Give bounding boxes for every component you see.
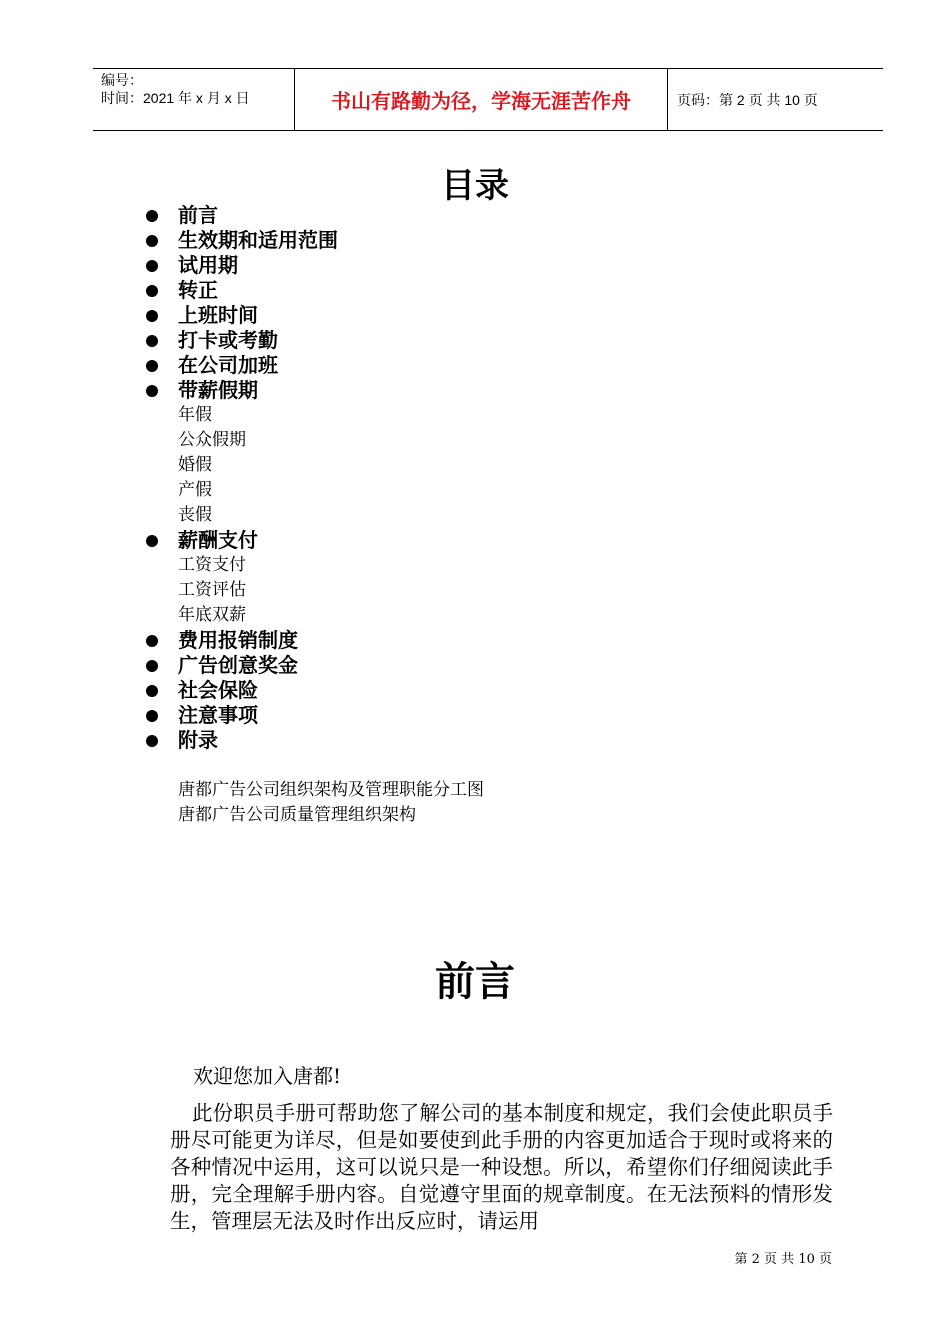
bullet-icon (146, 660, 158, 672)
preface-welcome: 欢迎您加入唐都! (193, 1064, 342, 1088)
toc-subitem (143, 453, 743, 478)
toc-item-label: 试用期 (178, 253, 238, 277)
toc-item (143, 328, 743, 353)
toc-item-label: 在公司加班 (178, 353, 278, 377)
toc-item-label: 工资评估 (178, 580, 246, 600)
toc-item-label: 公众假期 (178, 430, 246, 450)
page-footer: 第 2 页 共 10 页 (734, 1252, 832, 1267)
page-header-table (93, 68, 883, 131)
toc-item-label: 附录 (178, 728, 218, 752)
preface-title: 前言 (435, 959, 515, 1005)
header-meta (101, 71, 250, 107)
preface-paragraph: 此份职员手册可帮助您了解公司的基本制度和规定，我们会使此职员手册尽可能更为详尽，但是如要使到此手册的内容更加适合于现时或将来的各种情况中运用，这可以说只是一种设想。所以，希望你们仔细阅读此手册，完全理解手册内容。自觉遵守里面的规章制度。在无法预料的情形发生，管理层无法及时作出反应时，请运用 (170, 1101, 833, 1233)
toc-subitem (143, 553, 743, 578)
toc-item-label: 前言 (178, 203, 218, 227)
bullet-icon (146, 235, 158, 247)
toc-item (143, 228, 743, 253)
toc-title: 目录 (441, 166, 509, 206)
toc-item-label: 薪酬支付 (178, 528, 258, 552)
toc-item-label: 上班时间 (178, 303, 258, 327)
toc-item-label: 年底双薪 (178, 605, 246, 625)
toc-subitem (143, 603, 743, 628)
bullet-icon (146, 260, 158, 272)
toc-item-label: 社会保险 (178, 678, 258, 702)
bullet-icon (146, 735, 158, 747)
bullet-icon (146, 385, 158, 397)
toc-item (143, 678, 743, 703)
header-divider (667, 69, 668, 130)
toc-item-label: 带薪假期 (178, 378, 258, 402)
toc-item (143, 728, 743, 753)
toc-subitem (143, 403, 743, 428)
toc-item (143, 353, 743, 378)
toc-item-label: 丧假 (178, 505, 212, 525)
toc-subitem (143, 503, 743, 528)
toc-item-label: 工资支付 (178, 555, 246, 575)
bullet-icon (146, 310, 158, 322)
toc-item-label: 产假 (178, 480, 212, 500)
bullet-icon (146, 535, 158, 547)
toc-item-label: 生效期和适用范围 (178, 228, 338, 252)
toc-item (143, 278, 743, 303)
toc-item-label: 转正 (178, 278, 218, 302)
appendix-item: 唐都广告公司质量管理组织架构 (178, 805, 416, 825)
document-time-label: 时间：2021 年 x 月 x 日 (101, 90, 250, 106)
toc-item (143, 528, 743, 553)
bullet-icon (146, 360, 158, 372)
header-page-info: 页码：第 2 页 共 10 页 (677, 91, 818, 108)
toc-item-label: 打卡或考勤 (178, 328, 278, 352)
toc-item-label: 注意事项 (178, 703, 258, 727)
bullet-icon (146, 210, 158, 222)
appendix-item: 唐都广告公司组织架构及管理职能分工图 (178, 780, 484, 800)
toc-subitem (143, 428, 743, 453)
toc-subitem (143, 478, 743, 503)
toc-appendix-list (178, 778, 484, 828)
toc-item (143, 203, 743, 228)
bullet-icon (146, 685, 158, 697)
toc-subitem (143, 578, 743, 603)
toc-item (143, 303, 743, 328)
toc-item-label: 婚假 (178, 455, 212, 475)
toc-item (143, 628, 743, 653)
bullet-icon (146, 635, 158, 647)
bullet-icon (146, 335, 158, 347)
toc-item (143, 253, 743, 278)
toc-item (143, 703, 743, 728)
toc-item (143, 653, 743, 678)
toc-list (143, 203, 743, 753)
header-motto: 书山有路勤为径，学海无涯苦作舟 (331, 89, 631, 113)
bullet-icon (146, 285, 158, 297)
toc-item-label: 年假 (178, 405, 212, 425)
toc-item (143, 378, 743, 403)
toc-item-label: 费用报销制度 (178, 628, 298, 652)
bullet-icon (146, 710, 158, 722)
document-number-label: 编号： (101, 72, 143, 88)
toc-item-label: 广告创意奖金 (178, 653, 298, 677)
